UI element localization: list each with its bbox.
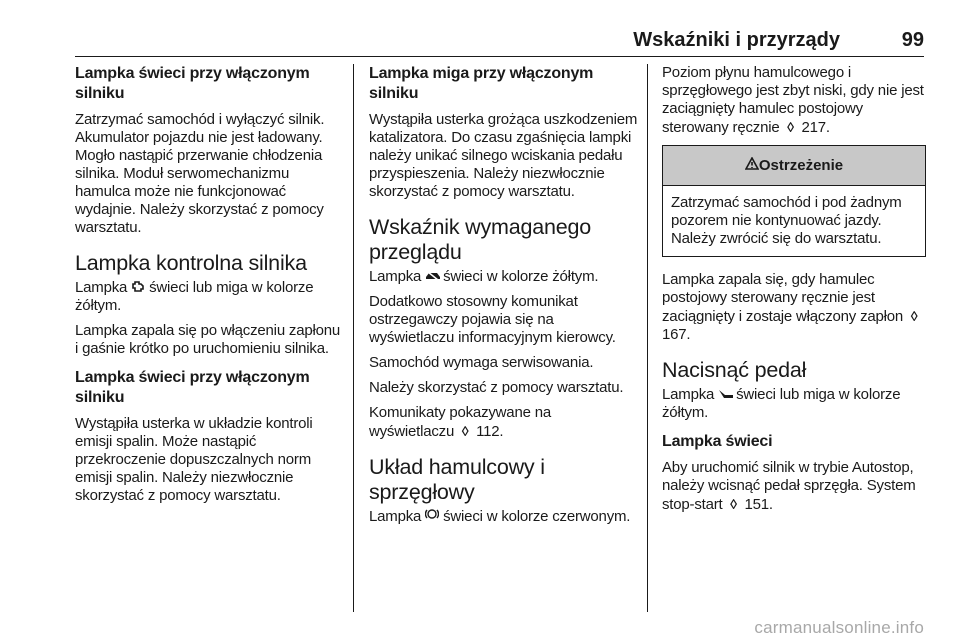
warning-title: Ostrzeżenie	[758, 157, 844, 174]
page-reference: 167.	[662, 326, 691, 343]
paragraph: Lampka zapala się po włączeniu zapłonu i gaśnie krótko po uruchomieniu silnika.	[75, 322, 341, 357]
page-reference: 112.	[476, 423, 504, 440]
warning-triangle-icon	[745, 155, 759, 175]
text-span: Poziom płynu hamulcowego i sprzęgłowego jest zbyt niski, gdy nie jest zaciągnięty hamulec postojowy sterowany ręcznie	[662, 64, 924, 136]
section-title: Wskaźnik wymaganego przeglądu	[369, 215, 592, 264]
text-span: Lampka	[369, 508, 422, 525]
paragraph: Dodatkowo stosowny komunikat ostrzegawczy pojawia się na wyświetlaczu informacyjnym kierowcy.	[369, 293, 616, 346]
column-3	[662, 64, 932, 521]
warning-body	[663, 186, 925, 256]
brake-circle-icon	[425, 507, 439, 525]
page-reference-arrow-icon: ◊	[730, 496, 737, 512]
page-number: 99	[901, 29, 924, 51]
text-span: Aby uruchomić silnik w trybie Autostop, należy wcisnąć pedał sprzęgła. System stop-start	[662, 459, 916, 513]
page-reference-arrow-icon: ◊	[787, 119, 794, 135]
section-title: Nacisnąć pedał	[662, 358, 807, 382]
watermark: carmanualsonline.info	[754, 618, 924, 637]
page-reference: 151.	[744, 496, 773, 513]
press-pedal-icon	[718, 385, 732, 403]
paragraph	[662, 271, 932, 344]
paragraph: Samochód wymaga serwisowania.	[369, 354, 594, 371]
text-span: świeci lub miga w kolorze żółtym.	[662, 386, 901, 421]
section-title: Lampka kontrolna silnika	[75, 251, 307, 275]
column-1	[75, 64, 345, 512]
paragraph: Wystąpiła usterka grożąca uszkodzeniem katalizatora. Do czasu zgaśnięcia lampki należy unikać silnego wciskania pedału przyspieszenia. Należy niezwłocznie skorzystać z pomocy warsztatu.	[369, 111, 638, 200]
service-wrench-car-icon	[425, 267, 439, 285]
paragraph	[662, 64, 932, 137]
section-title: Układ hamulcowy i sprzęgłowy	[369, 455, 545, 504]
text-span: Komunikaty pokazywane na wyświetlaczu	[369, 404, 551, 440]
header-divider	[75, 56, 924, 57]
text-span: świeci w kolorze czerwonym.	[443, 508, 631, 525]
paragraph	[662, 459, 932, 514]
text-span: świeci lub miga w kolorze żółtym.	[75, 279, 314, 314]
paragraph	[369, 404, 639, 441]
page-reference-arrow-icon: ◊	[910, 308, 918, 324]
text-span: świeci w kolorze żółtym.	[443, 268, 599, 285]
text-span: Lampka	[662, 386, 715, 403]
paragraph	[369, 507, 639, 526]
text-span: Lampka	[75, 279, 128, 296]
section-heading: Lampka świeci	[662, 433, 773, 450]
column-divider-2	[647, 64, 648, 612]
section-heading: Lampka świeci przy włączonym silniku	[75, 369, 310, 406]
engine-check-icon	[131, 278, 145, 296]
warning-header	[663, 146, 925, 186]
column-divider-1	[353, 64, 354, 612]
paragraph	[662, 385, 932, 422]
warning-box	[662, 145, 926, 257]
paragraph: Należy skorzystać z pomocy warsztatu.	[369, 379, 624, 396]
paragraph	[369, 267, 639, 286]
page-title: Wskaźniki i przyrządy	[633, 29, 840, 51]
page-reference-arrow-icon: ◊	[461, 423, 469, 439]
warning-text: Zatrzymać samochód i pod żadnym pozorem nie kontynuować jazdy. Należy zwrócić się do warsztatu.	[671, 194, 902, 247]
text-span: Lampka zapala się, gdy hamulec postojowy sterowany ręcznie jest zaciągnięty i zostaje włączony zapłon	[662, 271, 904, 325]
column-2	[369, 64, 639, 533]
section-heading: Lampka miga przy włączonym silniku	[369, 65, 594, 102]
page-reference: 217.	[801, 119, 830, 136]
page-header	[0, 0, 960, 56]
section-heading: Lampka świeci przy włączonym silniku	[75, 65, 310, 102]
paragraph: Wystąpiła usterka w układzie kontroli emisji spalin. Może nastąpić przekroczenie dopuszczalnych norm emisji spalin. Należy niezwłocznie skorzystać z pomocy warsztatu.	[75, 415, 313, 504]
paragraph: Zatrzymać samochód i wyłączyć silnik. Akumulator pojazdu nie jest ładowany. Mogło nastąpić przerwanie chłodzenia silnika. Moduł serwomechanizmu hamulca może nie funkcjonować wydajnie. Należy skorzystać z pomocy warsztatu.	[75, 111, 325, 236]
text-span: Lampka	[369, 268, 422, 285]
paragraph	[75, 278, 345, 315]
